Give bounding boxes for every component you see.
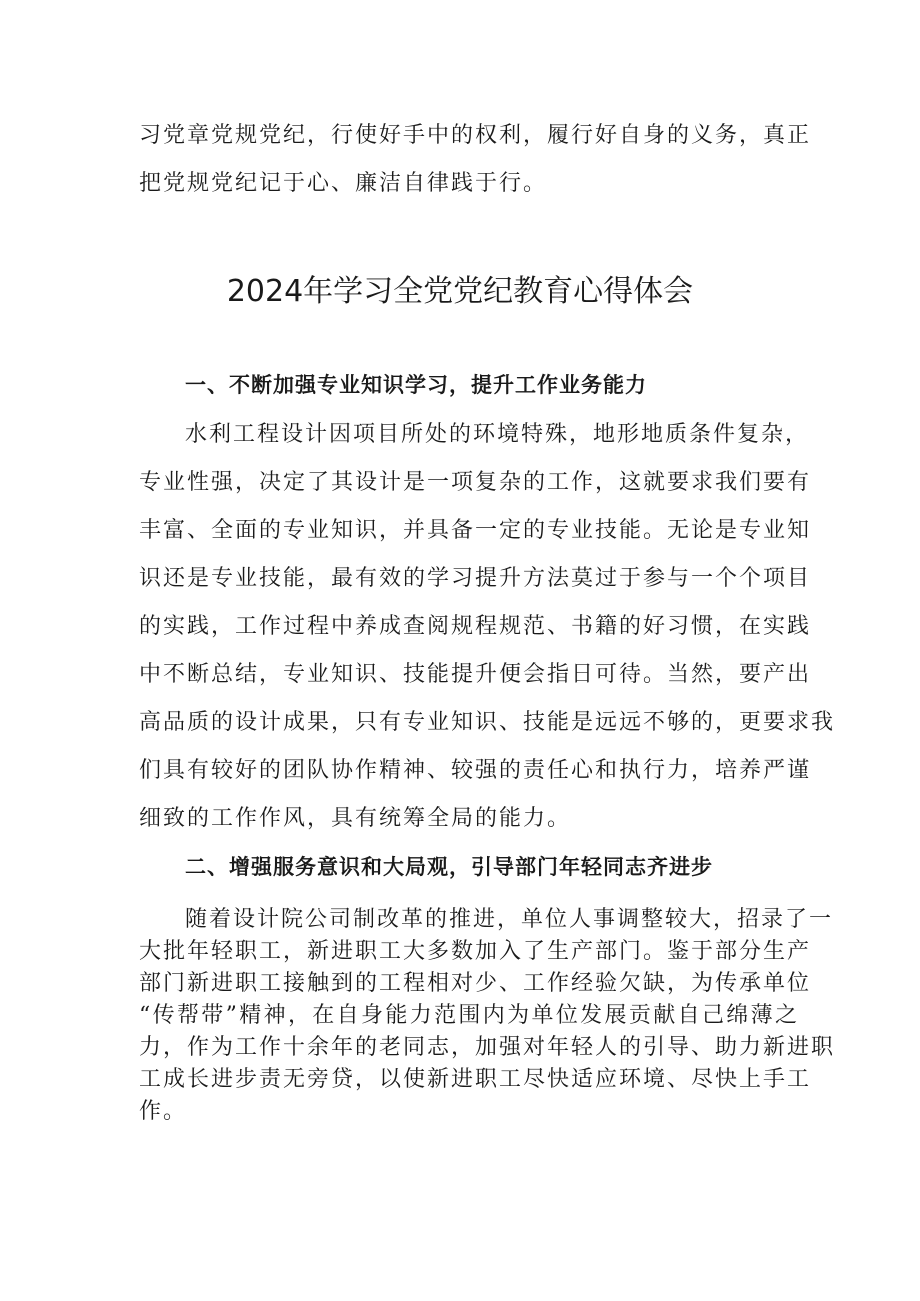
section-1-line-3: 丰富、全面的专业知识，并具备一定的专业技能。无论是专业知 — [139, 518, 812, 543]
section-1-heading: 一、不断加强专业知识学习，提升工作业务能力 — [185, 373, 647, 397]
section-2-line-2: 大批年轻职工，新进职工大多数加入了生产部门。鉴于部分生产 — [139, 939, 812, 964]
section-1-line-9: 细致的工作作风，具有统筹全局的能力。 — [139, 806, 572, 831]
section-1-line-2: 专业性强，决定了其设计是一项复杂的工作，这就要求我们要有 — [139, 470, 812, 495]
section-2-heading: 二、增强服务意识和大局观，引导部门年轻同志齐进步 — [185, 855, 713, 879]
section-2-line-4: “传帮带”精神，在自身能力范围内为单位发展贡献自己绵薄之 — [139, 1003, 799, 1028]
section-2-line-3: 部门新进职工接触到的工程相对少、工作经验欠缺，为传承单位 — [139, 971, 812, 996]
section-1-line-4: 识还是专业技能，最有效的学习提升方法莫过于参与一个个项目 — [139, 566, 812, 591]
section-1-line-1: 水利工程设计因项目所处的环境特殊，地形地质条件复杂， — [185, 422, 810, 447]
section-1-line-6: 中不断总结，专业知识、技能提升便会指日可待。当然，要产出 — [139, 662, 812, 687]
document-title: 2024年学习全党党纪教育心得体会 — [226, 274, 694, 309]
section-1-line-5: 的实践，工作过程中养成查阅规程规范、书籍的好习惯，在实践 — [139, 614, 812, 639]
intro-line-1: 习党章党规党纪，行使好手中的权利，履行好自身的义务，真正 — [139, 123, 812, 148]
intro-line-2: 把党规党纪记于心、廉洁自律践于行。 — [139, 171, 548, 196]
section-2-line-5: 力，作为工作十余年的老同志，加强对年轻人的引导、助力新进职 — [139, 1035, 836, 1060]
section-2-line-6: 工成长进步责无旁贷，以使新进职工尽快适应环境、尽快上手工 — [139, 1067, 812, 1092]
section-2-line-1: 随着设计院公司制改革的推进，单位人事调整较大，招录了一 — [185, 907, 834, 932]
section-1-line-8: 们具有较好的团队协作精神、较强的责任心和执行力，培养严谨 — [139, 758, 812, 783]
section-1-line-7: 高品质的设计成果，只有专业知识、技能是远远不够的，更要求我 — [139, 710, 836, 735]
section-2-line-7: 作。 — [139, 1099, 188, 1124]
